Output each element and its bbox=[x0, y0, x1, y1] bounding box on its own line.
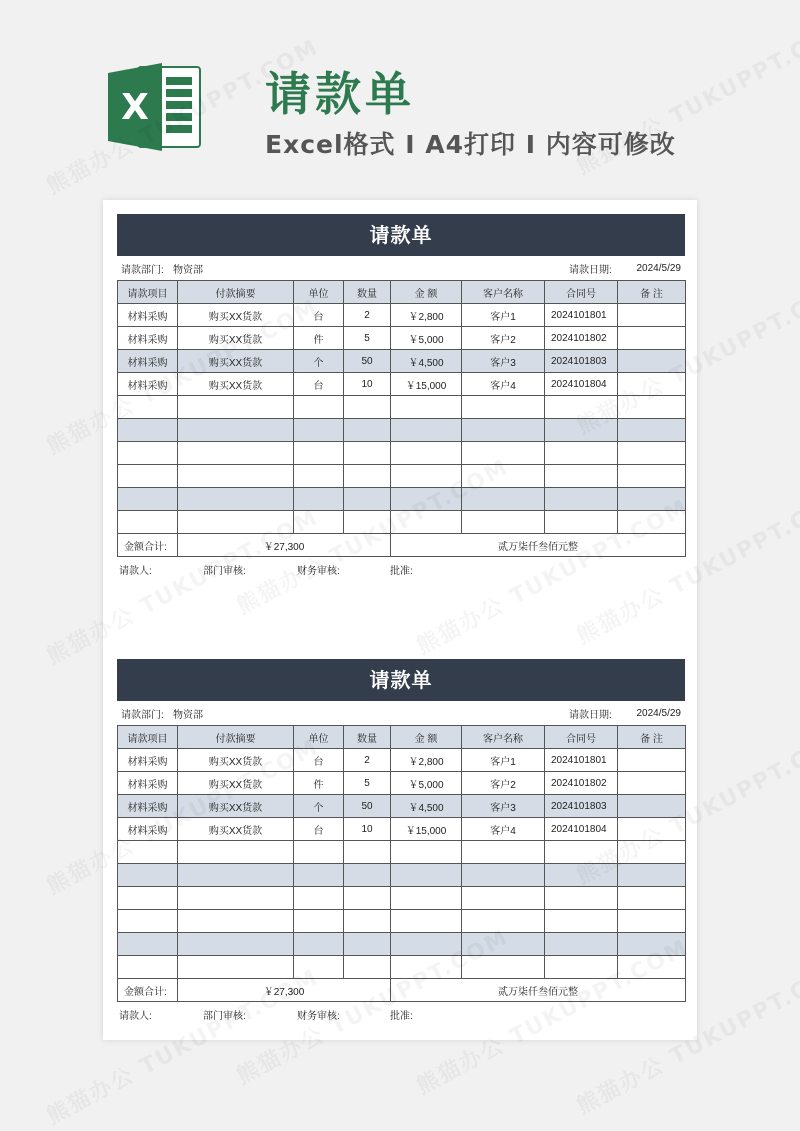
table-row bbox=[118, 304, 686, 327]
table-cell[interactable]: 购买XX货款 bbox=[178, 373, 294, 396]
table-header-row bbox=[118, 726, 686, 749]
table-cell-empty[interactable] bbox=[178, 511, 294, 534]
table-cell-empty[interactable] bbox=[178, 465, 294, 488]
table-cell-empty[interactable] bbox=[344, 864, 391, 887]
column-header: 合同号 bbox=[545, 281, 618, 304]
table-cell[interactable]: 客户2 bbox=[462, 772, 545, 795]
total-row bbox=[118, 534, 686, 557]
table-cell-empty[interactable] bbox=[462, 887, 545, 910]
table-cell[interactable]: 2 bbox=[344, 749, 391, 772]
total-value[interactable]: ￥27,300 bbox=[178, 534, 391, 557]
column-header: 数量 bbox=[344, 726, 391, 749]
column-header: 客户名称 bbox=[462, 281, 545, 304]
dept-review-label: 部门审核: bbox=[203, 565, 246, 577]
table-cell-empty[interactable] bbox=[294, 864, 344, 887]
table-cell-empty[interactable] bbox=[178, 442, 294, 465]
table-cell[interactable] bbox=[618, 350, 686, 373]
table-cell[interactable]: 客户4 bbox=[462, 818, 545, 841]
date-label: 请款日期: bbox=[569, 264, 612, 276]
table-cell[interactable]: 台 bbox=[294, 304, 344, 327]
table-cell-empty[interactable] bbox=[178, 841, 294, 864]
form-title: 请款单 bbox=[117, 659, 685, 701]
table-row bbox=[118, 373, 686, 396]
table-cell-empty[interactable] bbox=[391, 864, 462, 887]
table-row bbox=[118, 442, 686, 465]
column-header: 客户名称 bbox=[462, 726, 545, 749]
table-row bbox=[118, 327, 686, 350]
table-cell[interactable]: ￥5,000 bbox=[391, 327, 462, 350]
table-cell[interactable]: ￥15,000 bbox=[391, 373, 462, 396]
table-cell[interactable]: 购买XX货款 bbox=[178, 795, 294, 818]
excel-logo-icon bbox=[104, 57, 204, 157]
column-header: 备 注 bbox=[618, 281, 686, 304]
table-cell[interactable] bbox=[618, 818, 686, 841]
table-cell-empty[interactable] bbox=[462, 396, 545, 419]
table-cell-empty[interactable] bbox=[391, 465, 462, 488]
page-subtitle: Excel格式 I A4打印 I 内容可修改 bbox=[265, 130, 676, 159]
table-cell[interactable]: 2 bbox=[344, 304, 391, 327]
table-cell[interactable]: 客户1 bbox=[462, 749, 545, 772]
table-cell[interactable]: ￥4,500 bbox=[391, 350, 462, 373]
table-cell[interactable]: 件 bbox=[294, 327, 344, 350]
table-cell-empty[interactable] bbox=[118, 864, 178, 887]
table-row bbox=[118, 818, 686, 841]
table-cell[interactable]: 2024101804 bbox=[545, 373, 618, 396]
table-cell[interactable]: 材料采购 bbox=[118, 373, 178, 396]
total-in-words[interactable]: 贰万柒仟叁佰元整 bbox=[391, 534, 686, 557]
dept-value[interactable]: 物资部 bbox=[173, 709, 203, 721]
requester-label: 请款人: bbox=[119, 565, 152, 577]
table-cell-empty[interactable] bbox=[118, 887, 178, 910]
table-row bbox=[118, 864, 686, 887]
table-cell-empty[interactable] bbox=[462, 419, 545, 442]
total-label: 金额合计: bbox=[118, 534, 178, 557]
table-cell[interactable] bbox=[618, 749, 686, 772]
table-cell-empty[interactable] bbox=[118, 910, 178, 933]
table-cell-empty[interactable] bbox=[391, 887, 462, 910]
table-cell[interactable]: 材料采购 bbox=[118, 818, 178, 841]
table-cell[interactable]: 10 bbox=[344, 373, 391, 396]
table-cell[interactable]: 台 bbox=[294, 373, 344, 396]
table-cell[interactable]: ￥2,800 bbox=[391, 749, 462, 772]
table-cell-empty[interactable] bbox=[618, 956, 686, 979]
table-cell-empty[interactable] bbox=[344, 511, 391, 534]
table-row bbox=[118, 350, 686, 373]
approval-label: 批准: bbox=[390, 1010, 413, 1022]
table-cell[interactable] bbox=[618, 373, 686, 396]
table-cell-empty[interactable] bbox=[344, 956, 391, 979]
table-cell-empty[interactable] bbox=[178, 887, 294, 910]
table-cell[interactable]: 材料采购 bbox=[118, 795, 178, 818]
table-cell-empty[interactable] bbox=[545, 841, 618, 864]
table-cell-empty[interactable] bbox=[545, 465, 618, 488]
table-row bbox=[118, 511, 686, 534]
table-cell-empty[interactable] bbox=[118, 419, 178, 442]
form-info-row bbox=[117, 256, 685, 280]
table-row bbox=[118, 772, 686, 795]
table-cell-empty[interactable] bbox=[294, 465, 344, 488]
date-label: 请款日期: bbox=[569, 709, 612, 721]
table-cell-empty[interactable] bbox=[462, 511, 545, 534]
table-cell-empty[interactable] bbox=[178, 933, 294, 956]
table-cell[interactable]: ￥2,800 bbox=[391, 304, 462, 327]
dept-label: 请款部门: bbox=[121, 264, 164, 276]
table-row bbox=[118, 795, 686, 818]
table-cell-empty[interactable] bbox=[344, 887, 391, 910]
table-row bbox=[118, 841, 686, 864]
finance-review-label: 财务审核: bbox=[297, 1010, 340, 1022]
table-cell[interactable]: 材料采购 bbox=[118, 304, 178, 327]
dept-review-label: 部门审核: bbox=[203, 1010, 246, 1022]
logo-letter: X bbox=[121, 87, 149, 128]
table-cell[interactable]: ￥4,500 bbox=[391, 795, 462, 818]
signature-row bbox=[117, 557, 685, 581]
table-cell-empty[interactable] bbox=[294, 488, 344, 511]
table-cell[interactable]: 购买XX货款 bbox=[178, 350, 294, 373]
table-cell-empty[interactable] bbox=[118, 933, 178, 956]
table-cell-empty[interactable] bbox=[391, 910, 462, 933]
total-value[interactable]: ￥27,300 bbox=[178, 979, 391, 1002]
column-header: 合同号 bbox=[545, 726, 618, 749]
table-cell-empty[interactable] bbox=[391, 933, 462, 956]
table-cell-empty[interactable] bbox=[344, 488, 391, 511]
table-cell-empty[interactable] bbox=[545, 442, 618, 465]
table-row bbox=[118, 465, 686, 488]
table-row bbox=[118, 419, 686, 442]
table-cell-empty[interactable] bbox=[294, 419, 344, 442]
dept-value[interactable]: 物资部 bbox=[173, 264, 203, 276]
table-cell-empty[interactable] bbox=[545, 887, 618, 910]
table-cell-empty[interactable] bbox=[618, 465, 686, 488]
table-cell-empty[interactable] bbox=[118, 841, 178, 864]
table-cell-empty[interactable] bbox=[545, 956, 618, 979]
column-header: 付款摘要 bbox=[178, 281, 294, 304]
table-cell-empty[interactable] bbox=[178, 910, 294, 933]
table-row bbox=[118, 749, 686, 772]
table-cell-empty[interactable] bbox=[294, 910, 344, 933]
table-cell-empty[interactable] bbox=[344, 396, 391, 419]
table-cell[interactable]: 件 bbox=[294, 772, 344, 795]
table-cell-empty[interactable] bbox=[462, 488, 545, 511]
table-cell-empty[interactable] bbox=[294, 511, 344, 534]
request-form-2 bbox=[117, 659, 685, 1026]
table-cell-empty[interactable] bbox=[118, 511, 178, 534]
table-cell-empty[interactable] bbox=[391, 442, 462, 465]
table-cell-empty[interactable] bbox=[391, 396, 462, 419]
table-cell-empty[interactable] bbox=[618, 864, 686, 887]
table-cell[interactable]: 客户3 bbox=[462, 795, 545, 818]
table-cell[interactable]: 客户1 bbox=[462, 304, 545, 327]
table-cell[interactable]: 50 bbox=[344, 795, 391, 818]
table-cell[interactable] bbox=[618, 795, 686, 818]
table-cell-empty[interactable] bbox=[545, 864, 618, 887]
table-cell-empty[interactable] bbox=[118, 442, 178, 465]
table-cell[interactable]: 客户4 bbox=[462, 373, 545, 396]
finance-review-label: 财务审核: bbox=[297, 565, 340, 577]
table-cell-empty[interactable] bbox=[391, 419, 462, 442]
table-cell-empty[interactable] bbox=[294, 933, 344, 956]
page-title: 请款单 bbox=[265, 67, 415, 121]
table-cell-empty[interactable] bbox=[344, 933, 391, 956]
table-row bbox=[118, 933, 686, 956]
table-cell-empty[interactable] bbox=[344, 841, 391, 864]
requester-label: 请款人: bbox=[119, 1010, 152, 1022]
table-cell[interactable]: 购买XX货款 bbox=[178, 749, 294, 772]
column-header: 单位 bbox=[294, 726, 344, 749]
table-cell-empty[interactable] bbox=[344, 465, 391, 488]
table-cell[interactable]: ￥15,000 bbox=[391, 818, 462, 841]
table-cell-empty[interactable] bbox=[118, 956, 178, 979]
table-cell-empty[interactable] bbox=[294, 887, 344, 910]
table-cell[interactable]: 台 bbox=[294, 818, 344, 841]
request-table bbox=[117, 280, 686, 557]
table-cell[interactable]: 50 bbox=[344, 350, 391, 373]
table-cell-empty[interactable] bbox=[462, 465, 545, 488]
table-cell-empty[interactable] bbox=[391, 488, 462, 511]
table-cell[interactable]: 5 bbox=[344, 772, 391, 795]
column-header: 备 注 bbox=[618, 726, 686, 749]
column-header: 数量 bbox=[344, 281, 391, 304]
table-row bbox=[118, 396, 686, 419]
table-cell[interactable]: 购买XX货款 bbox=[178, 304, 294, 327]
table-cell-empty[interactable] bbox=[618, 841, 686, 864]
table-cell[interactable]: 2024101802 bbox=[545, 772, 618, 795]
table-cell-empty[interactable] bbox=[118, 488, 178, 511]
table-cell-empty[interactable] bbox=[462, 910, 545, 933]
table-cell-empty[interactable] bbox=[391, 511, 462, 534]
table-cell-empty[interactable] bbox=[178, 396, 294, 419]
table-cell[interactable]: 客户3 bbox=[462, 350, 545, 373]
dept-label: 请款部门: bbox=[121, 709, 164, 721]
table-cell[interactable]: 材料采购 bbox=[118, 749, 178, 772]
table-cell-empty[interactable] bbox=[462, 442, 545, 465]
table-row bbox=[118, 910, 686, 933]
table-header-row bbox=[118, 281, 686, 304]
table-cell[interactable]: 2024101803 bbox=[545, 795, 618, 818]
signature-row bbox=[117, 1002, 685, 1026]
table-cell-empty[interactable] bbox=[618, 488, 686, 511]
table-cell[interactable]: 2024101803 bbox=[545, 350, 618, 373]
total-in-words[interactable]: 贰万柒仟叁佰元整 bbox=[391, 979, 686, 1002]
column-header: 金 额 bbox=[391, 281, 462, 304]
table-cell-empty[interactable] bbox=[618, 396, 686, 419]
table-cell-empty[interactable] bbox=[294, 396, 344, 419]
table-cell[interactable]: 购买XX货款 bbox=[178, 818, 294, 841]
table-cell[interactable]: 2024101801 bbox=[545, 749, 618, 772]
table-cell[interactable]: 购买XX货款 bbox=[178, 772, 294, 795]
table-cell-empty[interactable] bbox=[618, 933, 686, 956]
table-cell-empty[interactable] bbox=[618, 419, 686, 442]
table-cell-empty[interactable] bbox=[344, 419, 391, 442]
table-cell-empty[interactable] bbox=[545, 396, 618, 419]
table-cell-empty[interactable] bbox=[178, 488, 294, 511]
table-cell-empty[interactable] bbox=[294, 956, 344, 979]
table-cell-empty[interactable] bbox=[618, 442, 686, 465]
table-cell-empty[interactable] bbox=[344, 442, 391, 465]
table-cell[interactable]: 2024101802 bbox=[545, 327, 618, 350]
request-form-1 bbox=[117, 214, 685, 581]
total-label: 金额合计: bbox=[118, 979, 178, 1002]
table-cell-empty[interactable] bbox=[545, 933, 618, 956]
table-cell[interactable] bbox=[618, 304, 686, 327]
form-title: 请款单 bbox=[117, 214, 685, 256]
table-cell[interactable]: 材料采购 bbox=[118, 772, 178, 795]
table-cell[interactable]: 购买XX货款 bbox=[178, 327, 294, 350]
table-cell[interactable]: 10 bbox=[344, 818, 391, 841]
table-row bbox=[118, 956, 686, 979]
table-row bbox=[118, 488, 686, 511]
table-cell[interactable]: 台 bbox=[294, 749, 344, 772]
table-cell-empty[interactable] bbox=[545, 488, 618, 511]
table-cell-empty[interactable] bbox=[391, 841, 462, 864]
document-paper bbox=[103, 200, 697, 1040]
date-value[interactable]: 2024/5/29 bbox=[636, 707, 681, 719]
table-cell[interactable]: 个 bbox=[294, 795, 344, 818]
table-cell-empty[interactable] bbox=[178, 864, 294, 887]
table-cell-empty[interactable] bbox=[462, 933, 545, 956]
table-cell-empty[interactable] bbox=[294, 841, 344, 864]
table-cell-empty[interactable] bbox=[178, 419, 294, 442]
table-cell-empty[interactable] bbox=[545, 910, 618, 933]
table-cell-empty[interactable] bbox=[294, 442, 344, 465]
request-table bbox=[117, 725, 686, 1002]
date-value[interactable]: 2024/5/29 bbox=[636, 262, 681, 274]
table-cell[interactable]: 2024101801 bbox=[545, 304, 618, 327]
table-cell-empty[interactable] bbox=[344, 910, 391, 933]
table-cell[interactable]: 2024101804 bbox=[545, 818, 618, 841]
table-cell-empty[interactable] bbox=[462, 841, 545, 864]
table-row bbox=[118, 887, 686, 910]
total-row bbox=[118, 979, 686, 1002]
table-cell-empty[interactable] bbox=[118, 465, 178, 488]
table-cell[interactable]: ￥5,000 bbox=[391, 772, 462, 795]
table-cell-empty[interactable] bbox=[391, 956, 462, 979]
column-header: 金 额 bbox=[391, 726, 462, 749]
table-cell-empty[interactable] bbox=[618, 887, 686, 910]
table-cell-empty[interactable] bbox=[462, 864, 545, 887]
form-info-row bbox=[117, 701, 685, 725]
table-cell-empty[interactable] bbox=[618, 511, 686, 534]
table-cell-empty[interactable] bbox=[545, 511, 618, 534]
table-cell[interactable] bbox=[618, 327, 686, 350]
table-cell-empty[interactable] bbox=[545, 419, 618, 442]
table-cell[interactable]: 客户2 bbox=[462, 327, 545, 350]
column-header: 请款项目 bbox=[118, 281, 178, 304]
table-cell-empty[interactable] bbox=[618, 910, 686, 933]
table-cell[interactable]: 5 bbox=[344, 327, 391, 350]
table-cell-empty[interactable] bbox=[178, 956, 294, 979]
column-header: 付款摘要 bbox=[178, 726, 294, 749]
table-cell-empty[interactable] bbox=[462, 956, 545, 979]
table-cell-empty[interactable] bbox=[118, 396, 178, 419]
table-cell[interactable]: 材料采购 bbox=[118, 327, 178, 350]
table-cell[interactable]: 材料采购 bbox=[118, 350, 178, 373]
column-header: 请款项目 bbox=[118, 726, 178, 749]
table-cell[interactable] bbox=[618, 772, 686, 795]
column-header: 单位 bbox=[294, 281, 344, 304]
table-cell[interactable]: 个 bbox=[294, 350, 344, 373]
approval-label: 批准: bbox=[390, 565, 413, 577]
